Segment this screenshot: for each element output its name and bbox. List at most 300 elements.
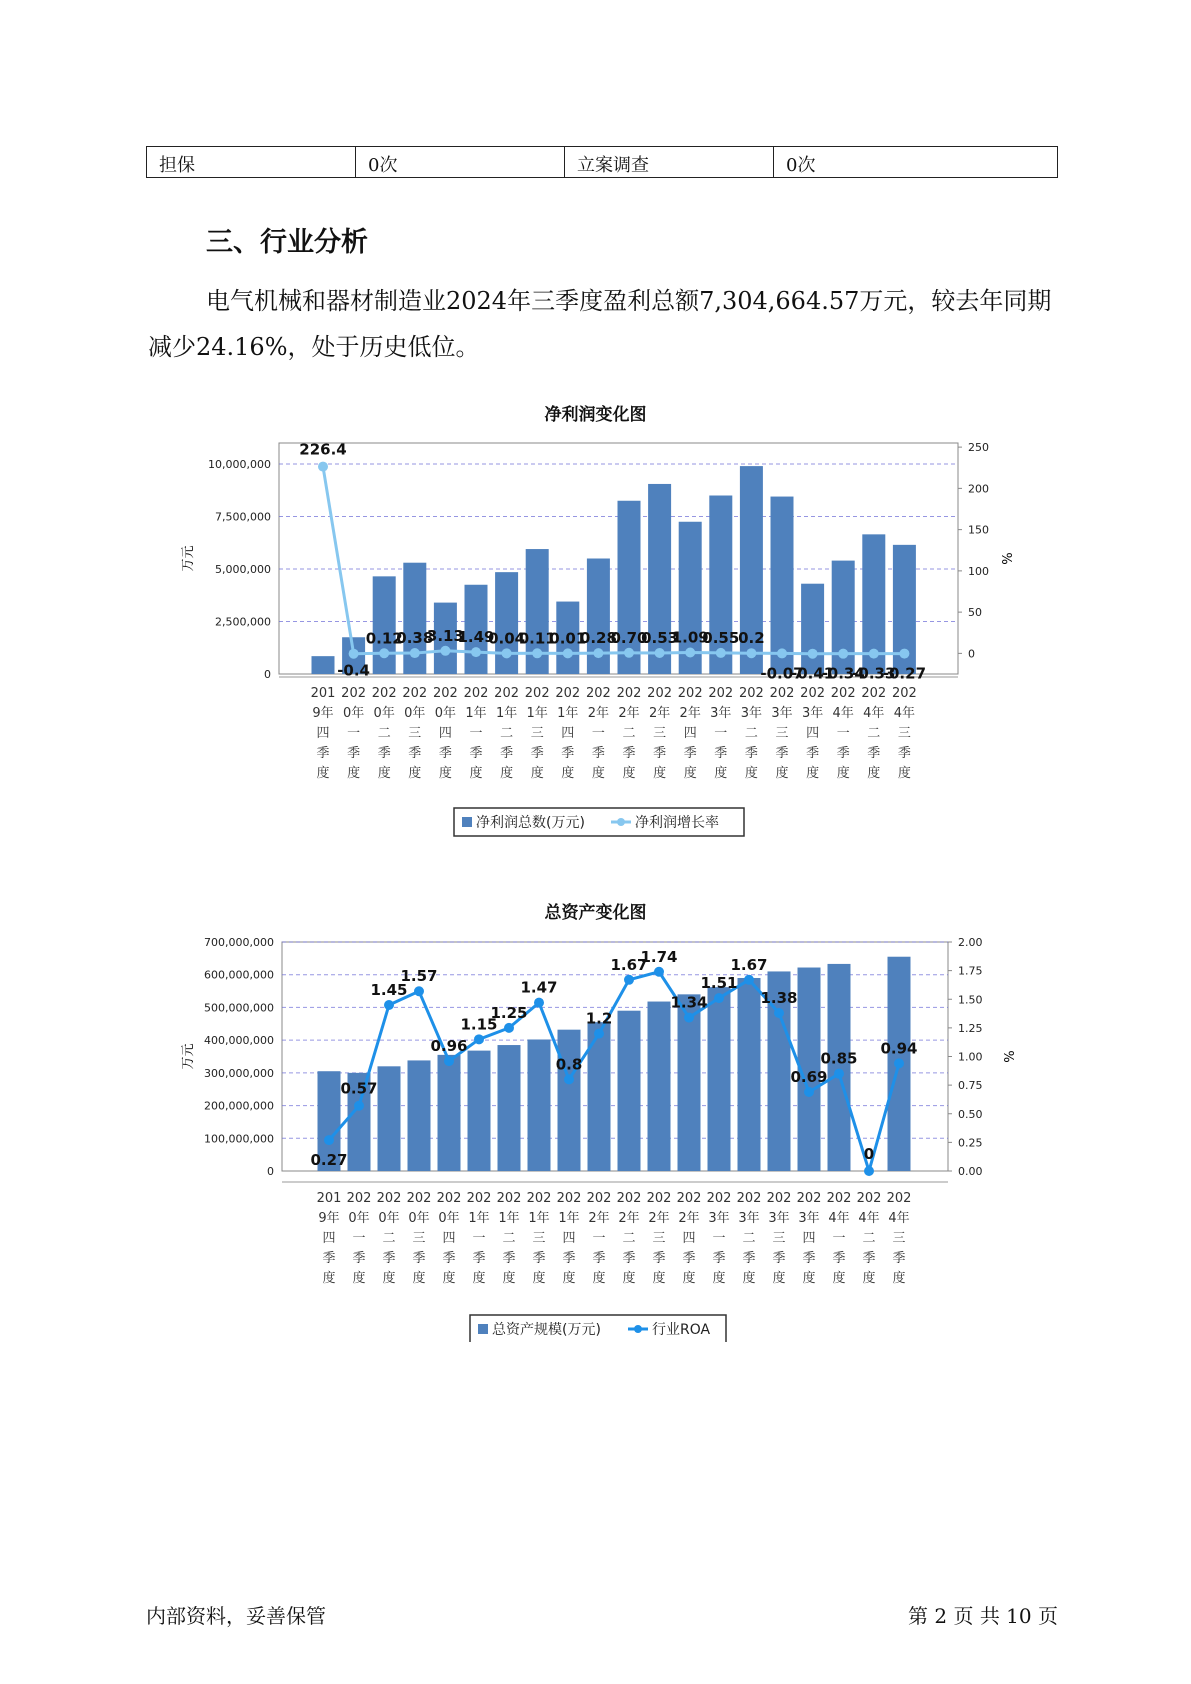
x-tick-label: 季 <box>530 746 544 761</box>
y2-tick-label: 1.75 <box>958 964 983 978</box>
x-tick-label: 度 <box>347 766 361 781</box>
x-tick-label: 度 <box>622 1271 636 1286</box>
x-tick-label: 一 <box>352 1231 366 1246</box>
data-label: 1.51 <box>700 974 738 993</box>
x-tick-label: 202 <box>766 1191 792 1206</box>
x-tick-label: 季 <box>502 1251 516 1266</box>
bar <box>555 1030 583 1171</box>
x-tick-label: 202 <box>647 686 673 701</box>
x-tick-label: 度 <box>502 1271 516 1286</box>
x-tick-label: 季 <box>836 746 850 761</box>
x-tick-label: 二 <box>867 726 881 741</box>
x-tick-label: 202 <box>677 686 703 701</box>
y2-tick-label: 0.00 <box>958 1165 983 1178</box>
x-tick-label: 二 <box>622 1231 636 1246</box>
legend-line-marker <box>617 818 625 826</box>
info-table <box>146 146 1058 178</box>
line-point <box>564 1074 574 1084</box>
x-tick-label: 度 <box>469 766 483 781</box>
x-tick-label: 一 <box>469 726 483 741</box>
x-tick-label: 一 <box>347 726 361 741</box>
line-point <box>716 648 726 658</box>
bar <box>495 572 518 674</box>
line-point <box>624 975 634 985</box>
x-tick-label: 度 <box>652 1271 666 1286</box>
x-tick-label: 4年 <box>828 1211 850 1226</box>
assets-chart <box>0 922 1191 1342</box>
x-tick-label: 季 <box>408 746 422 761</box>
y2-tick-label: 1.00 <box>958 1050 983 1064</box>
data-label: 226.4 <box>299 440 347 459</box>
line-point <box>864 1166 874 1176</box>
y2-tick-label: 50 <box>968 606 982 620</box>
x-tick-label: 度 <box>892 1271 906 1286</box>
x-tick-label: 二 <box>500 726 514 741</box>
data-label: 0.8 <box>555 1055 583 1074</box>
line-point <box>354 1101 364 1111</box>
x-tick-label: 度 <box>592 1271 606 1286</box>
x-tick-label: 一 <box>472 1231 486 1246</box>
y-tick-label: 700,000,000 <box>204 936 274 949</box>
x-tick-label: 一 <box>714 726 728 741</box>
legend-bar-swatch <box>462 817 472 827</box>
x-tick-label: 一 <box>832 1231 846 1246</box>
line-point <box>746 648 756 658</box>
x-tick-label: 度 <box>412 1271 426 1286</box>
line-point <box>414 986 424 996</box>
x-tick-label: 季 <box>832 1251 846 1266</box>
x-tick-label: 度 <box>862 1271 876 1286</box>
x-tick-label: 三 <box>897 726 911 741</box>
line-point <box>838 649 848 659</box>
x-tick-label: 202 <box>861 686 887 701</box>
bar <box>408 1060 431 1171</box>
x-tick-label: 度 <box>683 766 697 781</box>
x-tick-label: 一 <box>836 726 850 741</box>
x-tick-label: 202 <box>856 1191 882 1206</box>
x-tick-label: 度 <box>377 766 391 781</box>
x-tick-label: 2年 <box>648 1211 670 1226</box>
x-tick-label: 2年 <box>648 706 671 721</box>
x-tick-label: 四 <box>438 726 452 741</box>
profit-chart <box>0 425 1191 845</box>
legend-bar-label: 净利润总数(万元) <box>476 815 585 831</box>
x-tick-label: 度 <box>472 1271 486 1286</box>
x-tick-label: 202 <box>556 1191 582 1206</box>
y2-tick-label: 0.50 <box>958 1107 983 1121</box>
y-axis-label: 万元 <box>181 1043 196 1070</box>
x-tick-label: 0年 <box>378 1211 400 1226</box>
y-tick-label: 0 <box>267 1165 274 1178</box>
x-tick-label: 度 <box>712 1271 726 1286</box>
x-tick-label: 202 <box>826 1191 852 1206</box>
x-tick-label: 1年 <box>526 706 548 721</box>
x-tick-label: 季 <box>742 1251 756 1266</box>
table-cell: 0次 <box>774 147 1058 178</box>
bar <box>771 497 794 674</box>
x-tick-label: 4年 <box>863 706 885 721</box>
x-tick-label: 度 <box>438 766 452 781</box>
y2-axis-label: % <box>1000 1050 1015 1063</box>
x-tick-label: 3年 <box>798 1211 820 1226</box>
data-label: 0.28 <box>579 629 617 648</box>
x-tick-label: 202 <box>526 1191 552 1206</box>
x-tick-label: 三 <box>530 726 544 741</box>
x-tick-label: 2年 <box>618 706 640 721</box>
data-label: 0.12 <box>365 629 403 648</box>
y2-tick-label: 1.50 <box>958 993 983 1007</box>
x-tick-label: 4年 <box>888 1211 910 1226</box>
bar <box>618 1011 641 1171</box>
x-tick-label: 9年 <box>312 706 334 721</box>
x-tick-label: 季 <box>316 746 330 761</box>
data-label: 1.57 <box>400 967 438 986</box>
line-point <box>594 1029 604 1039</box>
x-tick-label: 季 <box>442 1251 456 1266</box>
x-tick-label: 0年 <box>434 706 457 721</box>
x-tick-label: 202 <box>676 1191 702 1206</box>
line-point <box>318 462 328 472</box>
x-tick-label: 2年 <box>587 706 610 721</box>
table-cell: 0次 <box>356 147 565 178</box>
x-tick-label: 度 <box>322 1271 336 1286</box>
x-tick-label: 201 <box>316 1191 342 1206</box>
line-point <box>471 647 481 657</box>
bar <box>498 1045 521 1171</box>
x-tick-label: 三 <box>653 726 667 741</box>
table-cell: 担保 <box>147 147 356 178</box>
x-tick-label: 4年 <box>893 706 916 721</box>
legend-line-label: 行业ROA <box>652 1322 711 1338</box>
line-point <box>655 648 665 658</box>
x-tick-label: 202 <box>736 1191 762 1206</box>
y-tick-label: 2,500,000 <box>215 615 271 629</box>
x-tick-label: 4年 <box>832 706 854 721</box>
data-label: 0.01 <box>549 629 587 648</box>
x-tick-label: 1年 <box>558 1211 580 1226</box>
x-tick-label: 三 <box>408 726 422 741</box>
x-tick-label: 季 <box>892 1251 906 1266</box>
chart-title-profit: 净利润变化图 <box>544 405 647 425</box>
x-tick-label: 0年 <box>438 1211 460 1226</box>
x-tick-label: 3年 <box>708 1211 730 1226</box>
line-point <box>685 647 695 657</box>
legend-bar-label: 总资产规模(万元) <box>492 1322 601 1338</box>
data-label: 1.25 <box>490 1003 528 1022</box>
x-tick-label: 2年 <box>678 1211 700 1226</box>
x-tick-label: 一 <box>592 1231 606 1246</box>
x-tick-label: 度 <box>867 766 881 781</box>
line-point <box>410 648 420 658</box>
data-label: -0.4 <box>337 661 371 680</box>
line-point <box>379 648 389 658</box>
x-tick-label: 202 <box>706 1191 732 1206</box>
x-tick-label: 季 <box>347 746 361 761</box>
y2-tick-label: 200 <box>968 482 989 496</box>
bar <box>709 496 732 675</box>
line-point <box>774 1008 784 1018</box>
line-point <box>440 646 450 656</box>
y-tick-label: 500,000,000 <box>204 1001 274 1015</box>
bar <box>312 656 335 674</box>
data-label: -0.27 <box>882 664 927 683</box>
x-tick-label: 二 <box>377 726 391 741</box>
data-label: 0.04 <box>488 629 526 648</box>
data-label: 3.13 <box>426 626 464 645</box>
data-label: 0.70 <box>610 628 648 647</box>
data-label: -0.41 <box>790 664 835 683</box>
line-point <box>714 993 724 1003</box>
x-tick-label: 季 <box>897 746 911 761</box>
data-label: 1.49 <box>457 628 495 647</box>
x-tick-label: 度 <box>316 766 330 781</box>
x-tick-label: 度 <box>622 766 636 781</box>
x-tick-label: 四 <box>442 1231 456 1246</box>
bar <box>708 987 731 1171</box>
line-point <box>684 1013 694 1023</box>
x-tick-label: 度 <box>772 1271 786 1286</box>
x-tick-label: 四 <box>561 726 575 741</box>
y2-axis-label: % <box>998 552 1013 565</box>
x-tick-label: 202 <box>616 1191 642 1206</box>
x-tick-label: 202 <box>346 1191 372 1206</box>
x-tick-label: 季 <box>744 746 758 761</box>
x-tick-label: 四 <box>316 726 330 741</box>
x-tick-label: 四 <box>562 1231 576 1246</box>
x-tick-label: 度 <box>562 1271 576 1286</box>
data-label: 0.27 <box>310 1151 348 1170</box>
x-tick-label: 度 <box>714 766 728 781</box>
x-tick-label: 度 <box>744 766 758 781</box>
x-tick-label: 季 <box>683 746 697 761</box>
footer-page-number: 第 2 页 共 10 页 <box>908 1604 1058 1628</box>
x-tick-label: 三 <box>892 1231 906 1246</box>
data-label: 0.38 <box>396 629 434 648</box>
y-tick-label: 5,000,000 <box>215 563 271 576</box>
line-point <box>894 1058 904 1068</box>
line-point <box>744 975 754 985</box>
data-label: 0.94 <box>880 1039 918 1058</box>
y-tick-label: 600,000,000 <box>204 968 274 982</box>
line-point <box>504 1023 514 1033</box>
x-tick-label: 202 <box>496 1191 522 1206</box>
x-tick-label: 0年 <box>348 1211 370 1226</box>
x-tick-label: 1年 <box>557 706 579 721</box>
x-tick-label: 202 <box>886 1191 912 1206</box>
bar <box>468 1051 491 1171</box>
chart-title-assets: 总资产变化图 <box>544 903 647 923</box>
y2-tick-label: 0 <box>968 647 975 661</box>
x-tick-label: 季 <box>652 1251 666 1266</box>
data-label: 1.67 <box>730 955 768 974</box>
x-tick-label: 三 <box>532 1231 546 1246</box>
x-tick-label: 202 <box>796 1191 822 1206</box>
x-tick-label: 202 <box>406 1191 432 1206</box>
y-tick-label: 10,000,000 <box>208 458 271 471</box>
x-tick-label: 202 <box>371 686 397 701</box>
data-label: 0.69 <box>790 1067 828 1086</box>
data-label: 1.74 <box>640 947 678 966</box>
line-point <box>534 998 544 1008</box>
line-point <box>834 1069 844 1079</box>
y-tick-label: 7,500,000 <box>215 510 271 524</box>
bar <box>528 1039 551 1171</box>
data-label: 0.2 <box>738 629 765 648</box>
x-tick-label: 四 <box>683 726 697 741</box>
x-tick-label: 0年 <box>408 1211 430 1226</box>
bar <box>738 978 761 1171</box>
y2-tick-label: 0.75 <box>958 1079 983 1093</box>
line-point <box>869 649 879 659</box>
x-tick-label: 0年 <box>404 706 426 721</box>
x-tick-label: 季 <box>622 1251 636 1266</box>
x-tick-label: 季 <box>775 746 789 761</box>
x-tick-label: 度 <box>742 1271 756 1286</box>
line-point <box>474 1034 484 1044</box>
x-tick-label: 度 <box>532 1271 546 1286</box>
x-tick-label: 202 <box>463 686 489 701</box>
data-label: 0.55 <box>702 628 740 647</box>
data-label: 1.45 <box>370 980 408 999</box>
data-label: 1.38 <box>760 988 798 1007</box>
line-point <box>654 967 664 977</box>
y2-tick-label: 250 <box>968 441 989 455</box>
x-tick-label: 1年 <box>468 1211 490 1226</box>
x-tick-label: 202 <box>432 686 458 701</box>
x-tick-label: 季 <box>592 1251 606 1266</box>
line-point <box>384 1000 394 1010</box>
y-tick-label: 200,000,000 <box>204 1099 274 1113</box>
x-tick-label: 2年 <box>618 1211 640 1226</box>
y-axis-label: 万元 <box>181 545 196 572</box>
x-tick-label: 三 <box>775 726 789 741</box>
y-tick-label: 300,000,000 <box>204 1066 274 1080</box>
x-tick-label: 四 <box>802 1231 816 1246</box>
y-tick-label: 0 <box>264 668 271 681</box>
x-tick-label: 三 <box>412 1231 426 1246</box>
x-tick-label: 202 <box>402 686 428 701</box>
x-tick-label: 1年 <box>528 1211 550 1226</box>
x-tick-label: 季 <box>322 1251 336 1266</box>
line-point <box>593 648 603 658</box>
x-tick-label: 二 <box>502 1231 516 1246</box>
line-point <box>324 1135 334 1145</box>
x-tick-label: 二 <box>382 1231 396 1246</box>
line-point <box>624 648 634 658</box>
x-tick-label: 二 <box>744 726 758 741</box>
x-tick-label: 季 <box>802 1251 816 1266</box>
x-tick-label: 季 <box>622 746 636 761</box>
x-tick-label: 度 <box>897 766 911 781</box>
x-tick-label: 季 <box>500 746 514 761</box>
y2-tick-label: 0.25 <box>958 1136 983 1150</box>
x-tick-label: 202 <box>466 1191 492 1206</box>
x-tick-label: 一 <box>712 1231 726 1246</box>
footer-left: 内部资料，妥善保管 <box>146 1604 326 1628</box>
data-label: 0.57 <box>340 1079 378 1098</box>
x-tick-label: 202 <box>376 1191 402 1206</box>
x-tick-label: 3年 <box>738 1211 760 1226</box>
x-tick-label: 1年 <box>465 706 487 721</box>
x-tick-label: 1年 <box>498 1211 520 1226</box>
y-tick-label: 100,000,000 <box>204 1132 274 1146</box>
x-tick-label: 度 <box>382 1271 396 1286</box>
x-tick-label: 季 <box>469 746 483 761</box>
line-point <box>349 649 359 659</box>
data-label: 1.47 <box>520 978 558 997</box>
x-tick-label: 季 <box>806 746 820 761</box>
bar <box>801 584 824 674</box>
x-tick-label: 202 <box>494 686 520 701</box>
y2-tick-label: 150 <box>968 523 989 537</box>
data-label: 1.15 <box>460 1015 498 1034</box>
x-tick-label: 四 <box>806 726 820 741</box>
data-label: 0.11 <box>518 629 556 648</box>
x-tick-label: 9年 <box>318 1211 340 1226</box>
x-tick-label: 季 <box>377 746 391 761</box>
data-label: -0.34 <box>821 664 865 683</box>
line-point <box>808 649 818 659</box>
section-heading: 三、行业分析 <box>206 227 368 258</box>
x-tick-label: 202 <box>585 686 611 701</box>
x-tick-label: 度 <box>500 766 514 781</box>
x-tick-label: 0年 <box>373 706 395 721</box>
data-label: 1.09 <box>671 628 709 647</box>
x-tick-label: 季 <box>438 746 452 761</box>
legend-line-label: 净利润增长率 <box>635 815 719 831</box>
x-tick-label: 季 <box>591 746 605 761</box>
x-tick-label: 季 <box>472 1251 486 1266</box>
x-tick-label: 季 <box>714 746 728 761</box>
x-tick-label: 季 <box>532 1251 546 1266</box>
legend-bar-swatch <box>478 1324 488 1334</box>
x-tick-label: 度 <box>832 1271 846 1286</box>
x-tick-label: 度 <box>802 1271 816 1286</box>
x-tick-label: 季 <box>862 1251 876 1266</box>
x-tick-label: 三 <box>772 1231 786 1246</box>
x-tick-label: 202 <box>738 686 764 701</box>
x-tick-label: 度 <box>682 1271 696 1286</box>
x-tick-label: 1年 <box>495 706 518 721</box>
x-tick-label: 季 <box>561 746 575 761</box>
legend-line-marker <box>634 1325 642 1333</box>
x-tick-label: 度 <box>442 1271 456 1286</box>
x-tick-label: 一 <box>591 726 605 741</box>
y2-tick-label: 2.00 <box>958 936 983 949</box>
x-tick-label: 4年 <box>858 1211 880 1226</box>
x-tick-label: 2年 <box>679 706 701 721</box>
x-tick-label: 度 <box>561 766 575 781</box>
x-tick-label: 201 <box>310 686 336 701</box>
bar <box>438 1055 461 1171</box>
x-tick-label: 202 <box>830 686 856 701</box>
data-label: 0.96 <box>430 1037 468 1056</box>
x-tick-label: 202 <box>891 686 917 701</box>
line-point <box>777 648 787 658</box>
y2-tick-label: 100 <box>968 564 989 578</box>
y2-tick-label: 1.25 <box>958 1021 983 1035</box>
bar <box>378 1066 401 1171</box>
section-paragraph <box>148 278 1060 370</box>
x-tick-label: 202 <box>524 686 550 701</box>
x-tick-label: 二 <box>742 1231 756 1246</box>
line-point <box>532 648 542 658</box>
data-label: -0.33 <box>852 664 896 683</box>
x-tick-label: 季 <box>653 746 667 761</box>
x-tick-label: 3年 <box>768 1211 790 1226</box>
data-label: 0.53 <box>641 628 679 647</box>
x-tick-label: 度 <box>775 766 789 781</box>
